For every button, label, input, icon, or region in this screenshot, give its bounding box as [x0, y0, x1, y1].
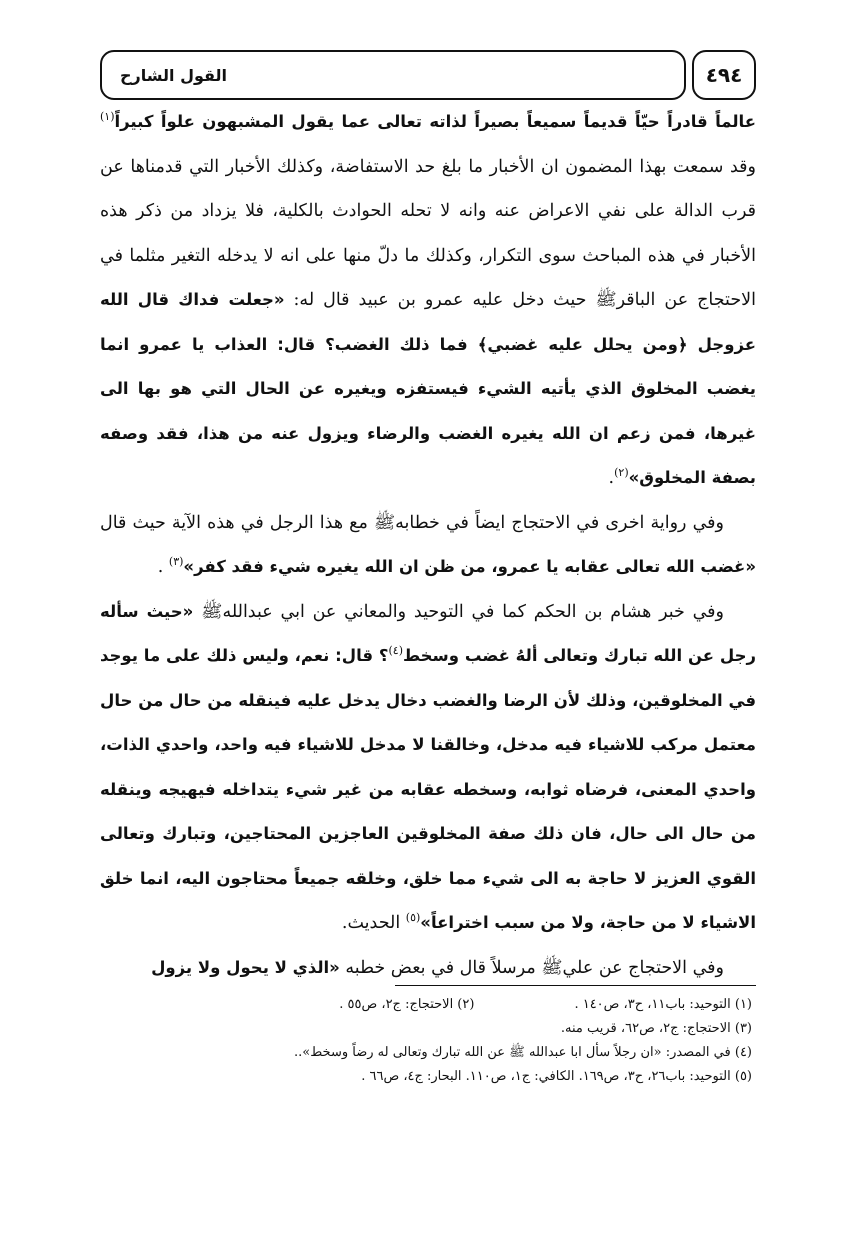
footnote-5: (٥) التوحيد: باب٢٦، ح٣، ص١٦٩. الكافي: ج١، ص١١٠. البحار: ج٤، ص٦٦ .	[361, 1069, 752, 1084]
text-span: مع هذا الرجل في هذه الآية حيث قال	[100, 512, 374, 533]
quote-span: «الذي لا يحول ولا يزول	[151, 957, 340, 977]
paragraph-2	[100, 501, 756, 590]
footnote-2: (٢) الاحتجاج: ج٢، ص٥٥ .	[339, 997, 475, 1012]
footnote-ref: (١)	[100, 110, 115, 124]
footnote-ref: (٥)	[405, 911, 421, 925]
text-span: .	[608, 468, 615, 488]
quote-span: «جعلت فداك قال الله عزوجل ﴿ومن يحلل عليه غضبي﴾ فما ذلك الغضب؟ قال: العذاب يا عمرو انما يغضب المخلوق الذي يأتيه الشيء فيستفزه ويغيره عن الحال التي هو بها الى غيرها، فمن زعم ان الله يغيره الغضب والرضاء ويزول عنه من هذا، فقد وصفه بصفة المخلوق»	[100, 290, 756, 487]
quote-span: «غضب الله تعالى عقابه يا عمرو، من ظن ان الله يغيره شيء فقد كفر»	[183, 557, 756, 576]
page-header	[100, 50, 756, 102]
footnotes	[100, 993, 756, 1089]
footnote-3: (٣) الاحتجاج: ج٢، ص٦٢، قريب منه.	[560, 1021, 752, 1036]
paragraph-3	[100, 590, 756, 946]
text-span: الحديث.	[341, 913, 406, 933]
text-span: .	[157, 557, 169, 577]
running-title-box	[100, 50, 686, 100]
text-span: وقد سمعت بهذا المضمون ان الأخبار ما بلغ حد الاستفاضة، وكذلك الأخبار التي قدمناها عن قرب الدالة على نفي الاعراض عنه وانه لا تحله الحوادث بالكلية، فلا يزداد من ذكر هذه الأخبار في هذه المباحث سوى التكرار، وكذلك ما دلّ منها على انه لا يدخله التغير مثلما في الاحتجاج عن الباقر	[100, 156, 756, 310]
main-text	[100, 100, 756, 990]
footnote-row	[100, 993, 752, 1017]
quote-span: ؟ قال: نعم، وليس ذلك على ما يوجد في المخلوقين، وذلك لأن الرضا والغضب دخال يدخل عليه فينقله من حال من حال معتمل مركب للاشياء فيه مدخل، وخالقنا لا مدخل للاشياء فيه واحد، واحدي الذات، واحدي المعنى، فرضاه ثوابه، وسخطه عقابه من غير شيء يتداخله فيهيجه وينقله من حال الى حال، فان ذلك صفة المخلوقين العاجزين المحتاجين، وتبارك وتعالى القوي العزيز لا حاجة به الى شيء مما خلق، وخلقه جميعاً محتاجون اليه، انما خلق الاشياء لا من حاجة، ولا من سبب اختراعاً»	[100, 646, 756, 932]
footnote-1: (١) التوحيد: باب١١، ح٣، ص١٤٠ .	[574, 997, 752, 1012]
page-number: ٤٩٤	[692, 50, 756, 100]
text-span: مرسلاً قال في بعض خطبه	[339, 957, 542, 978]
paragraph-1	[100, 100, 756, 501]
paragraph-4	[100, 946, 756, 991]
text-span: عالماً قادراً حيّاً قديماً سميعاً بصيراً لذاته تعالى عما يقول المشبهون علواً كبيراً	[114, 112, 756, 131]
honorific-glyph: ﷺ	[373, 512, 396, 533]
footnote-4: (٤) في المصدر: «ان رجلاً سأل ابا عبدالله ﷺ عن الله تبارك وتعالى له رضاً وسخط»..	[294, 1045, 752, 1060]
honorific-glyph: ﷺ	[595, 290, 617, 310]
footnote-ref: (٣)	[168, 555, 184, 569]
footnote-divider	[395, 985, 756, 986]
quote-span: «حيث سأله رجل عن الله تبارك وتعالى ألهُ غضب وسخط	[100, 601, 756, 665]
text-span: وفي رواية اخرى في الاحتجاج ايضاً في خطابه	[395, 512, 724, 533]
text-span: وفي الاحتجاج عن علي	[562, 957, 724, 978]
text-span: وفي خبر هشام بن الحكم كما في التوحيد والمعاني عن ابي عبدالله	[222, 601, 724, 622]
honorific-glyph: ﷺ	[201, 601, 223, 622]
text-span: حيث دخل عليه عمرو بن عبيد قال له:	[284, 290, 596, 310]
running-title: القول الشارح	[120, 65, 228, 85]
honorific-glyph: ﷺ	[541, 957, 563, 978]
footnote-ref: (٢)	[614, 466, 629, 480]
footnote-ref: (٤)	[388, 644, 403, 658]
